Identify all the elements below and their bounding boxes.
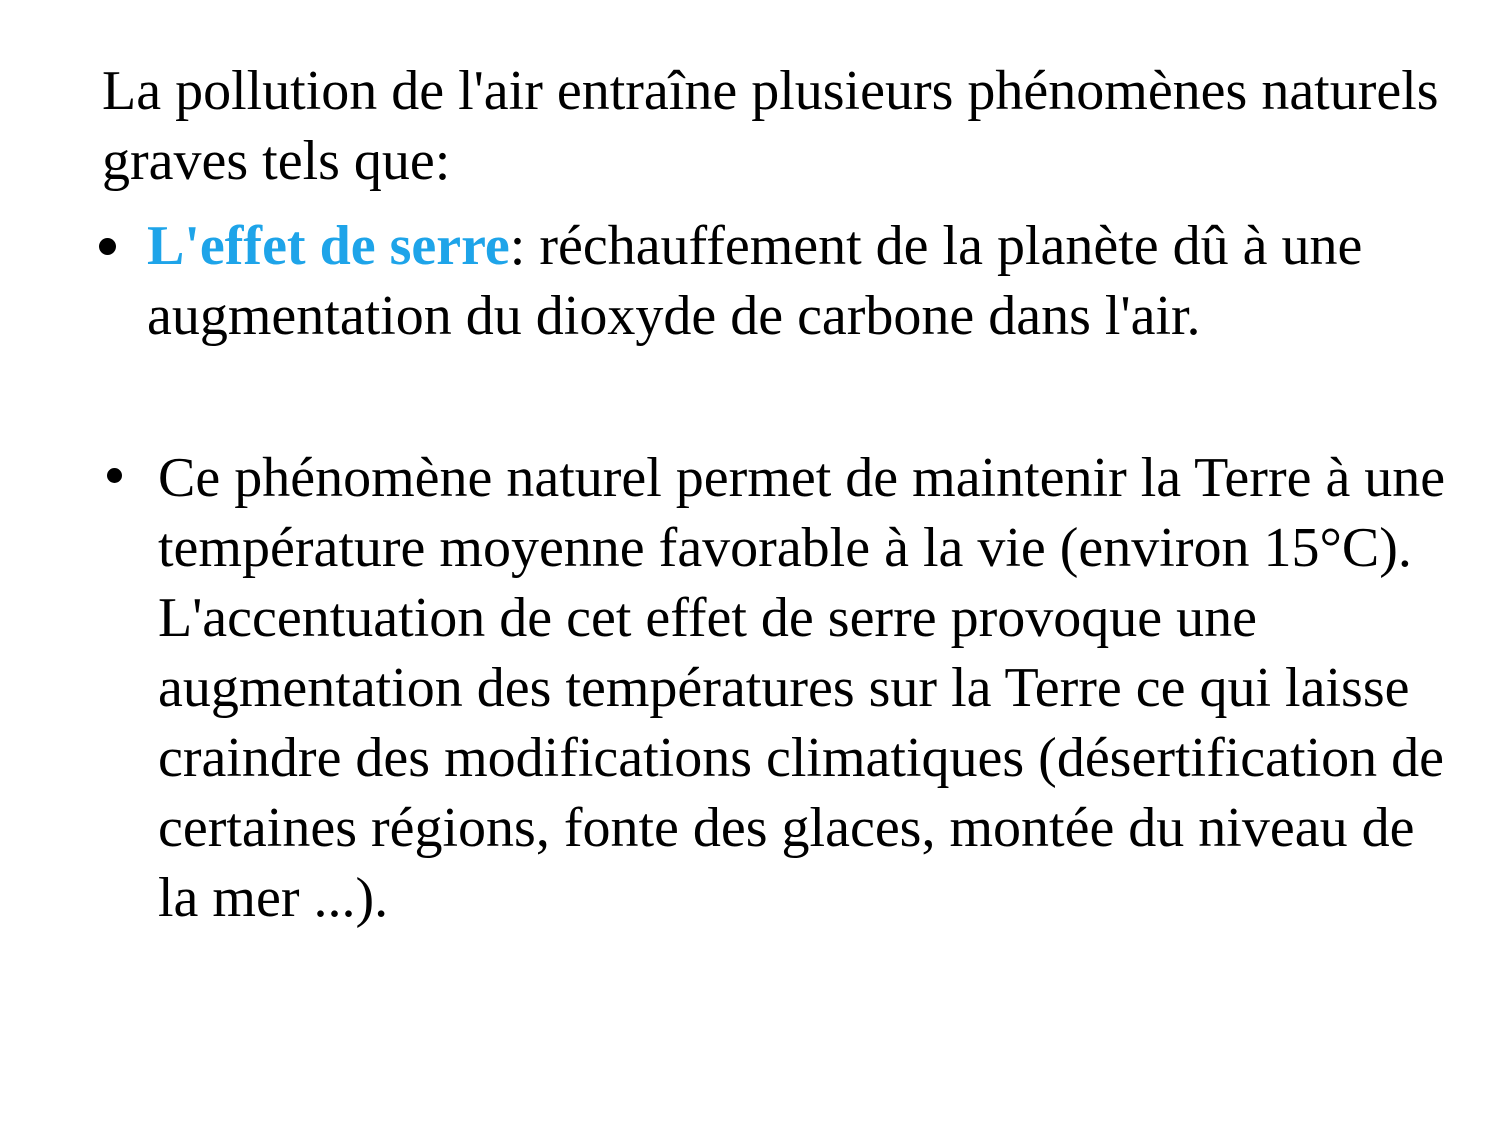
intro-paragraph: La pollution de l'air entraîne plusieurs phénomènes naturels graves tels que: (102, 60, 1439, 192)
item-text: : réchauffement de la planète dû à une augmentation du dioxyde de carbone dans l'air. (147, 215, 1363, 347)
item-text: Ce phénomène naturel permet de maintenir la Terre à une température moyenne favorable à la vie (environ 15°C). L'accentuation de cet effet de serre provoque une augmentation des températures sur la Terre ce qui laisse craindre des modifications climatiques (désertification de certaines régions, fonte des glaces, montée du niveau de la mer ...). (158, 447, 1446, 929)
bullet-dot-icon (99, 238, 116, 255)
list-item-greenhouse-effect (147, 211, 1457, 351)
list-item-explanation (158, 443, 1458, 933)
term-label: L'effet de serre (147, 215, 510, 277)
bullet-dot-icon (107, 468, 122, 483)
